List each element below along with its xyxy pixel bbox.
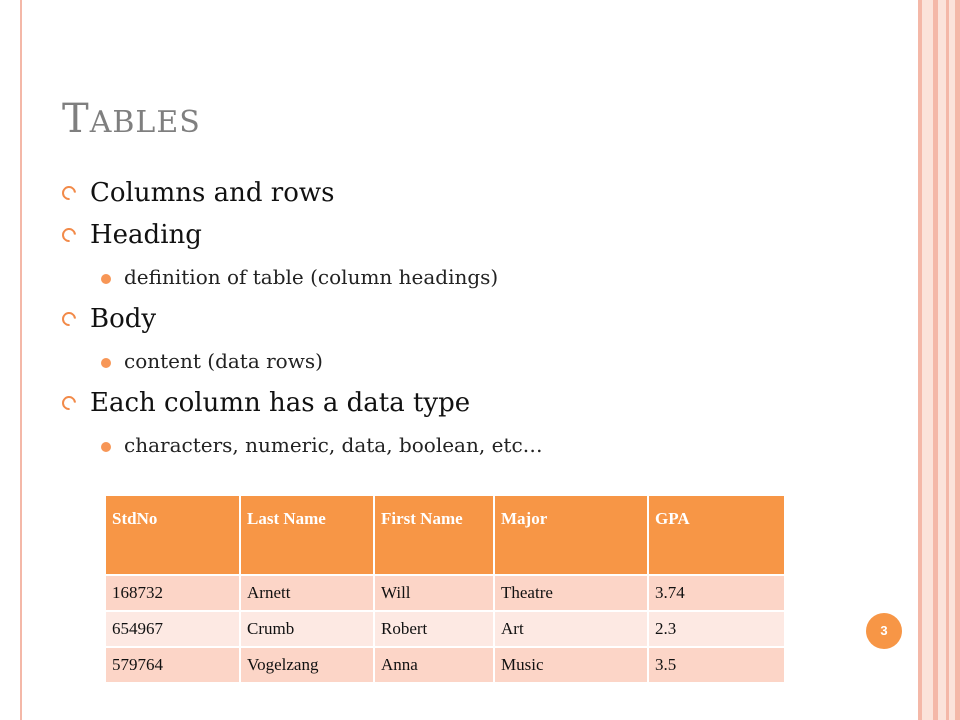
left-border-rule <box>20 0 22 720</box>
bullet-item <box>62 172 882 214</box>
bullet-ring-icon <box>59 183 79 203</box>
table-header-row <box>105 495 785 575</box>
bullet-item <box>62 298 882 340</box>
table-cell: Crumb <box>240 611 374 647</box>
student-table <box>104 494 786 684</box>
bullet-dot-icon <box>101 358 111 368</box>
table-cell: Vogelzang <box>240 647 374 683</box>
stripe <box>946 0 949 720</box>
page-number-badge: 3 <box>866 613 902 649</box>
table-cell: Anna <box>374 647 494 683</box>
bullet-list <box>62 172 882 466</box>
bullet-text: Columns and rows <box>90 178 335 208</box>
stripe <box>933 0 938 720</box>
bullet-item <box>62 214 882 256</box>
header-first-name: First Name <box>374 495 494 575</box>
bullet-ring-icon <box>59 309 79 329</box>
sub-bullet-text: definition of table (column headings) <box>124 265 499 289</box>
bullet-item <box>62 382 882 424</box>
stripe <box>918 0 922 720</box>
table-cell: Will <box>374 575 494 611</box>
table-cell: Art <box>494 611 648 647</box>
table-cell: Music <box>494 647 648 683</box>
bullet-text: Body <box>90 304 157 334</box>
decorative-stripes <box>918 0 960 720</box>
table-cell: 654967 <box>105 611 240 647</box>
sub-bullet-item <box>62 256 882 298</box>
table-cell: 3.74 <box>648 575 785 611</box>
bullet-text: Each column has a data type <box>90 388 471 418</box>
table-cell: Theatre <box>494 575 648 611</box>
table-row <box>105 647 785 683</box>
table-row <box>105 575 785 611</box>
table-row <box>105 611 785 647</box>
header-last-name: Last Name <box>240 495 374 575</box>
title-rest: ABLES <box>89 105 201 140</box>
table-cell: 168732 <box>105 575 240 611</box>
sub-bullet-text: content (data rows) <box>124 349 323 373</box>
table-cell: 579764 <box>105 647 240 683</box>
header-stdno: StdNo <box>105 495 240 575</box>
table-cell: Arnett <box>240 575 374 611</box>
header-gpa: GPA <box>648 495 785 575</box>
table-cell: 3.5 <box>648 647 785 683</box>
slide-title <box>62 96 201 142</box>
table-cell: 2.3 <box>648 611 785 647</box>
bullet-ring-icon <box>59 225 79 245</box>
header-major: Major <box>494 495 648 575</box>
sub-bullet-item <box>62 340 882 382</box>
bullet-text: Heading <box>90 220 202 250</box>
table-cell: Robert <box>374 611 494 647</box>
bullet-ring-icon <box>59 393 79 413</box>
title-initial: T <box>62 96 90 142</box>
bullet-dot-icon <box>101 442 111 452</box>
bullet-dot-icon <box>101 274 111 284</box>
sub-bullet-text: characters, numeric, data, boolean, etc… <box>124 433 543 457</box>
stripe <box>955 0 960 720</box>
sub-bullet-item <box>62 424 882 466</box>
